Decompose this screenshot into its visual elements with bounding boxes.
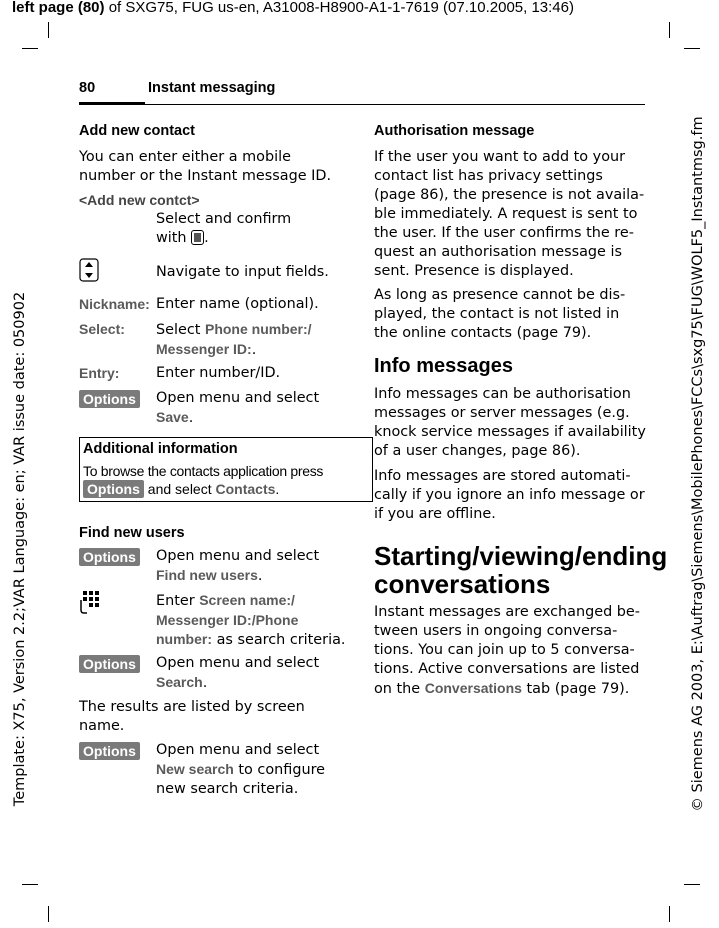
- enter-criteria-text: [156, 591, 345, 650]
- auth-line: the user. If the user confirms the re-: [374, 225, 634, 241]
- navigate-text: Navigate to input fields.: [156, 264, 329, 280]
- info-box-line2b: .: [275, 481, 280, 497]
- auth-line: If the user you want to add to your: [374, 149, 626, 165]
- screen-name-option: Screen name:/: [199, 592, 295, 608]
- keypad-icon: [79, 590, 107, 614]
- options-softkey-new-search[interactable]: [79, 741, 140, 760]
- results-text: [79, 698, 305, 736]
- info-box-title: Additional information: [83, 441, 238, 457]
- options-save-end: .: [188, 410, 194, 426]
- find-users-heading: Find new users: [79, 525, 185, 541]
- add-contact-intro-text: You can enter either a mobile number or the Instant message ID.: [79, 149, 332, 184]
- messenger-phone-option: Messenger ID:/Phone: [156, 612, 299, 628]
- options-button-label[interactable]: Options: [79, 742, 140, 760]
- auth-line: sent. Presence is displayed.: [374, 263, 574, 279]
- find-users-end: .: [257, 568, 263, 584]
- options-button-label[interactable]: Options: [79, 548, 140, 566]
- copyright-note: © Siemens AG 2003, E:\Auftrag\Siemens\MobilePhones\FCCs\sxg75\FUG\WOLF5_Instantmsg.fm: [690, 116, 706, 812]
- options-button-label[interactable]: Options: [79, 390, 140, 408]
- select-label: Select:: [79, 321, 125, 337]
- find-users-line1: Open menu and select: [156, 548, 320, 564]
- select-confirm-text: [156, 210, 291, 248]
- phone-number-option: Phone number:/: [204, 321, 312, 337]
- results-line2: name.: [79, 718, 125, 734]
- select-confirm-with: with: [156, 230, 187, 246]
- conv-last-2: tab (page 79).: [521, 681, 630, 697]
- select-confirm-line1: Select and confirm: [156, 211, 292, 227]
- presence-line: As long as presence cannot be dis-: [374, 287, 626, 303]
- options-softkey-search[interactable]: [79, 654, 140, 673]
- template-note: Template: X75, Version 2.2;VAR Language: en; VAR issue date: 050902: [12, 291, 28, 807]
- options-softkey-find[interactable]: [79, 547, 140, 566]
- auth-line: (page 86), the presence is not availa-: [374, 187, 645, 203]
- conv-line: tions. Active conversations are listed: [374, 661, 640, 677]
- new-search-option: New search: [156, 761, 234, 777]
- conversations-heading-line1: Starting/viewing/ending: [374, 541, 668, 571]
- info-box-text: [83, 463, 373, 498]
- stored-line: Info messages are stored automati-: [374, 468, 631, 484]
- new-search-line3: new search criteria.: [156, 781, 299, 797]
- new-search-text: [156, 741, 325, 799]
- navigation-key-icon: [79, 258, 99, 282]
- enter-criteria-end: as search criteria.: [212, 632, 346, 648]
- info-box-line1: To browse the contacts application press: [83, 463, 324, 479]
- save-option: Save: [156, 409, 189, 425]
- options-softkey-save[interactable]: [79, 389, 140, 408]
- entry-label: Entry:: [79, 365, 120, 381]
- conv-line: tions. You can join up to 5 conversa-: [374, 642, 635, 658]
- search-option: Search: [156, 674, 203, 690]
- stored-line: cally if you ignore an info message or: [374, 487, 645, 503]
- crop-mark: [48, 906, 49, 922]
- new-search-line1: Open menu and select: [156, 742, 320, 758]
- header-rule-thick: [79, 102, 145, 105]
- info-paragraph: [374, 385, 646, 461]
- center-key-icon: [191, 230, 204, 245]
- select-text-end: .: [251, 342, 257, 358]
- crop-mark: [669, 906, 670, 922]
- auth-paragraph: [374, 148, 644, 281]
- presence-paragraph: [374, 286, 625, 343]
- search-line1: Open menu and select: [156, 655, 320, 671]
- auth-line: contact list has privacy settings: [374, 168, 603, 184]
- conv-line: Instant messages are exchanged be-: [374, 604, 640, 620]
- select-confirm-line2: [156, 229, 291, 248]
- crop-mark: [48, 22, 49, 38]
- info-options-button[interactable]: Options: [83, 480, 144, 498]
- messenger-id-option: Messenger ID:: [156, 341, 252, 357]
- page-number: 80: [79, 80, 96, 96]
- options-save-text: [156, 389, 319, 428]
- conversations-tab-label: Conversations: [424, 680, 522, 696]
- select-text-1: Select: [156, 322, 201, 338]
- page-title: Instant messaging: [148, 80, 276, 96]
- print-header: [12, 0, 574, 16]
- number-option: number:: [156, 631, 212, 647]
- select-text: [156, 320, 312, 360]
- search-end: .: [202, 675, 208, 691]
- enter-word: Enter: [156, 593, 195, 609]
- entry-text: Enter number/ID.: [156, 365, 281, 381]
- info-line: of a user changes, page 86).: [374, 443, 581, 459]
- options-save-line1: Open menu and select: [156, 390, 320, 406]
- add-contact-menu-item: <Add new contct>: [79, 192, 200, 208]
- info-box-line2a: and select: [143, 481, 216, 497]
- crop-mark: [22, 48, 38, 49]
- additional-info-box: [79, 437, 373, 502]
- conv-last-1: on the: [374, 681, 425, 697]
- search-text: [156, 654, 319, 693]
- nickname-text: Enter name (optional).: [156, 296, 319, 312]
- select-confirm-dot: .: [204, 230, 209, 246]
- stored-line: if you are offline.: [374, 506, 496, 522]
- info-line: knock service messages if availability: [374, 424, 646, 440]
- auth-heading: Authorisation message: [374, 123, 535, 139]
- find-new-users-option: Find new users: [156, 567, 258, 583]
- info-line: Info messages can be authorisation: [374, 386, 631, 402]
- crop-mark: [684, 884, 700, 885]
- crop-mark: [684, 48, 700, 49]
- auth-line: ble immediately. A request is sent to: [374, 206, 638, 222]
- conversations-heading-line2: conversations: [374, 569, 551, 599]
- options-button-label[interactable]: Options: [79, 655, 140, 673]
- info-messages-heading: Info messages: [374, 355, 513, 377]
- header-rule-thin: [145, 104, 645, 105]
- presence-line: played, the contact is not listed in: [374, 306, 620, 322]
- print-header-page: left page (80): [12, 0, 105, 16]
- conv-line: tween users in ongoing conversa-: [374, 623, 618, 639]
- add-contact-heading: Add new contact: [79, 123, 196, 139]
- auth-line: quest an authorisation message is: [374, 244, 622, 260]
- presence-line: the online contacts (page 79).: [374, 325, 592, 341]
- conversations-paragraph: [374, 603, 640, 699]
- new-search-end: to configure: [233, 762, 326, 778]
- crop-mark: [669, 22, 670, 38]
- add-contact-intro: [79, 148, 349, 186]
- nickname-label: Nickname:: [79, 296, 150, 312]
- conversations-heading: [374, 542, 667, 598]
- info-line: messages or server messages (e.g.: [374, 405, 630, 421]
- results-line1: The results are listed by screen: [79, 699, 305, 715]
- find-users-text: [156, 547, 319, 586]
- contacts-option: Contacts: [215, 481, 276, 497]
- crop-mark: [22, 884, 38, 885]
- stored-paragraph: [374, 467, 645, 524]
- print-header-info: of SXG75, FUG us-en, A31008-H8900-A1-1-7619 (07.10.2005, 13:46): [104, 0, 574, 16]
